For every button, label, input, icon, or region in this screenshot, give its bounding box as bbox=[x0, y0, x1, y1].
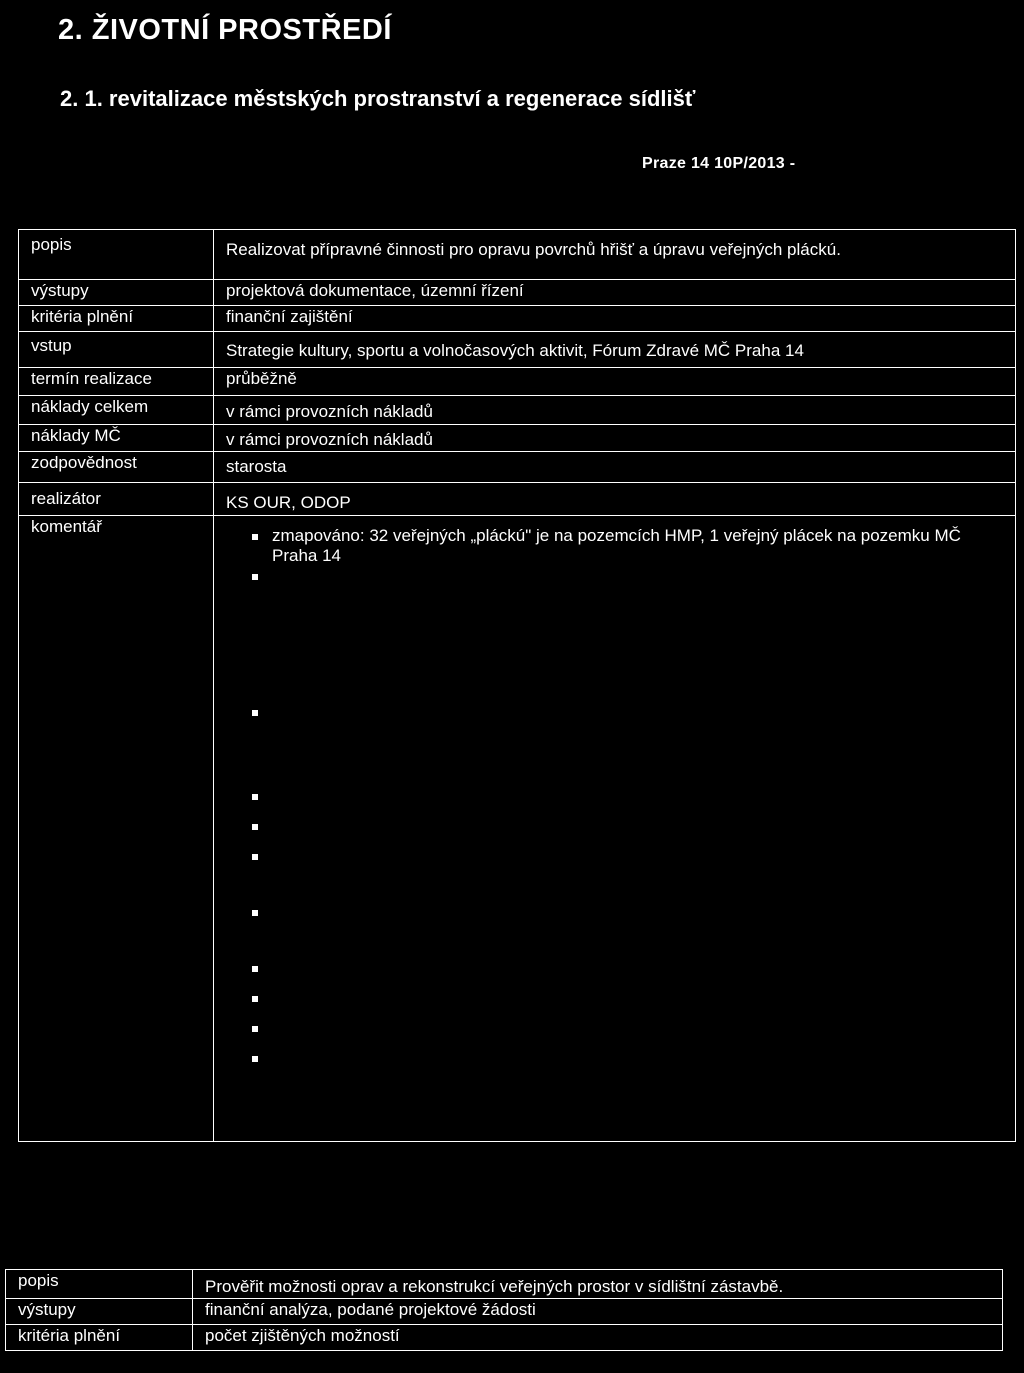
row-value: počet zjištěných možností bbox=[193, 1325, 1003, 1351]
list-item bbox=[226, 902, 1003, 922]
row-label: realizátor bbox=[19, 483, 214, 516]
row-value: Prověřit možnosti oprav a rekonstrukcí veřejných prostor v sídlištní zástavbě. bbox=[193, 1270, 1003, 1299]
row-value: průběžně bbox=[214, 368, 1016, 396]
list-item bbox=[226, 846, 1003, 866]
row-label: popis bbox=[19, 230, 214, 280]
table-row bbox=[19, 332, 1016, 368]
table-row bbox=[6, 1299, 1003, 1325]
row-value: Strategie kultury, sportu a volnočasových aktivit, Fórum Zdravé MČ Praha 14 bbox=[214, 332, 1016, 368]
table-row bbox=[19, 452, 1016, 483]
row-value: finanční analýza, podané projektové žádosti bbox=[193, 1299, 1003, 1325]
comment-list bbox=[226, 526, 1003, 1068]
list-item bbox=[226, 958, 1003, 978]
table-row bbox=[6, 1270, 1003, 1299]
row-value: KS OUR, ODOP bbox=[214, 483, 1016, 516]
row-label: kritéria plnění bbox=[6, 1325, 193, 1351]
row-label: kritéria plnění bbox=[19, 306, 214, 332]
table-row bbox=[19, 483, 1016, 516]
list-item bbox=[226, 988, 1003, 1008]
row-label: náklady MČ bbox=[19, 425, 214, 452]
list-item bbox=[226, 816, 1003, 836]
row-label: výstupy bbox=[19, 280, 214, 306]
document-reference: Praze 14 10P/2013 - bbox=[642, 155, 796, 172]
table-row bbox=[19, 425, 1016, 452]
row-label: vstup bbox=[19, 332, 214, 368]
table-row bbox=[19, 368, 1016, 396]
section-heading: 2. ŽIVOTNÍ PROSTŘEDÍ bbox=[58, 14, 392, 46]
measure-table-2 bbox=[5, 1269, 1003, 1351]
row-value: projektová dokumentace, územní řízení bbox=[214, 280, 1016, 306]
row-label: termín realizace bbox=[19, 368, 214, 396]
table-row bbox=[19, 230, 1016, 280]
row-value: starosta bbox=[214, 452, 1016, 483]
row-label: zodpovědnost bbox=[19, 452, 214, 483]
comment-cell bbox=[214, 516, 1016, 1142]
row-label: popis bbox=[6, 1270, 193, 1299]
row-value: v rámci provozních nákladů bbox=[214, 425, 1016, 452]
row-value: Realizovat přípravné činnosti pro opravu povrchů hřišť a úpravu veřejných pláckú. bbox=[214, 230, 1016, 280]
list-item bbox=[226, 1048, 1003, 1068]
table-row bbox=[19, 516, 1016, 1142]
table-row bbox=[19, 396, 1016, 425]
list-item bbox=[226, 702, 1003, 722]
list-item bbox=[226, 566, 1003, 586]
row-value: v rámci provozních nákladů bbox=[214, 396, 1016, 425]
row-label: komentář bbox=[19, 516, 214, 1142]
list-item bbox=[226, 786, 1003, 806]
subsection-heading: 2. 1. revitalizace městských prostranství a regenerace sídlišť bbox=[60, 86, 696, 111]
measure-table bbox=[18, 229, 1016, 1142]
list-item: zmapováno: 32 veřejných „pláckú" je na pozemcích HMP, 1 veřejný plácek na pozemku MČ Praha 14 bbox=[226, 526, 1003, 566]
table-row bbox=[19, 280, 1016, 306]
row-label: výstupy bbox=[6, 1299, 193, 1325]
row-label: náklady celkem bbox=[19, 396, 214, 425]
table-row bbox=[19, 306, 1016, 332]
row-value: finanční zajištění bbox=[214, 306, 1016, 332]
table-row bbox=[6, 1325, 1003, 1351]
list-item bbox=[226, 1018, 1003, 1038]
